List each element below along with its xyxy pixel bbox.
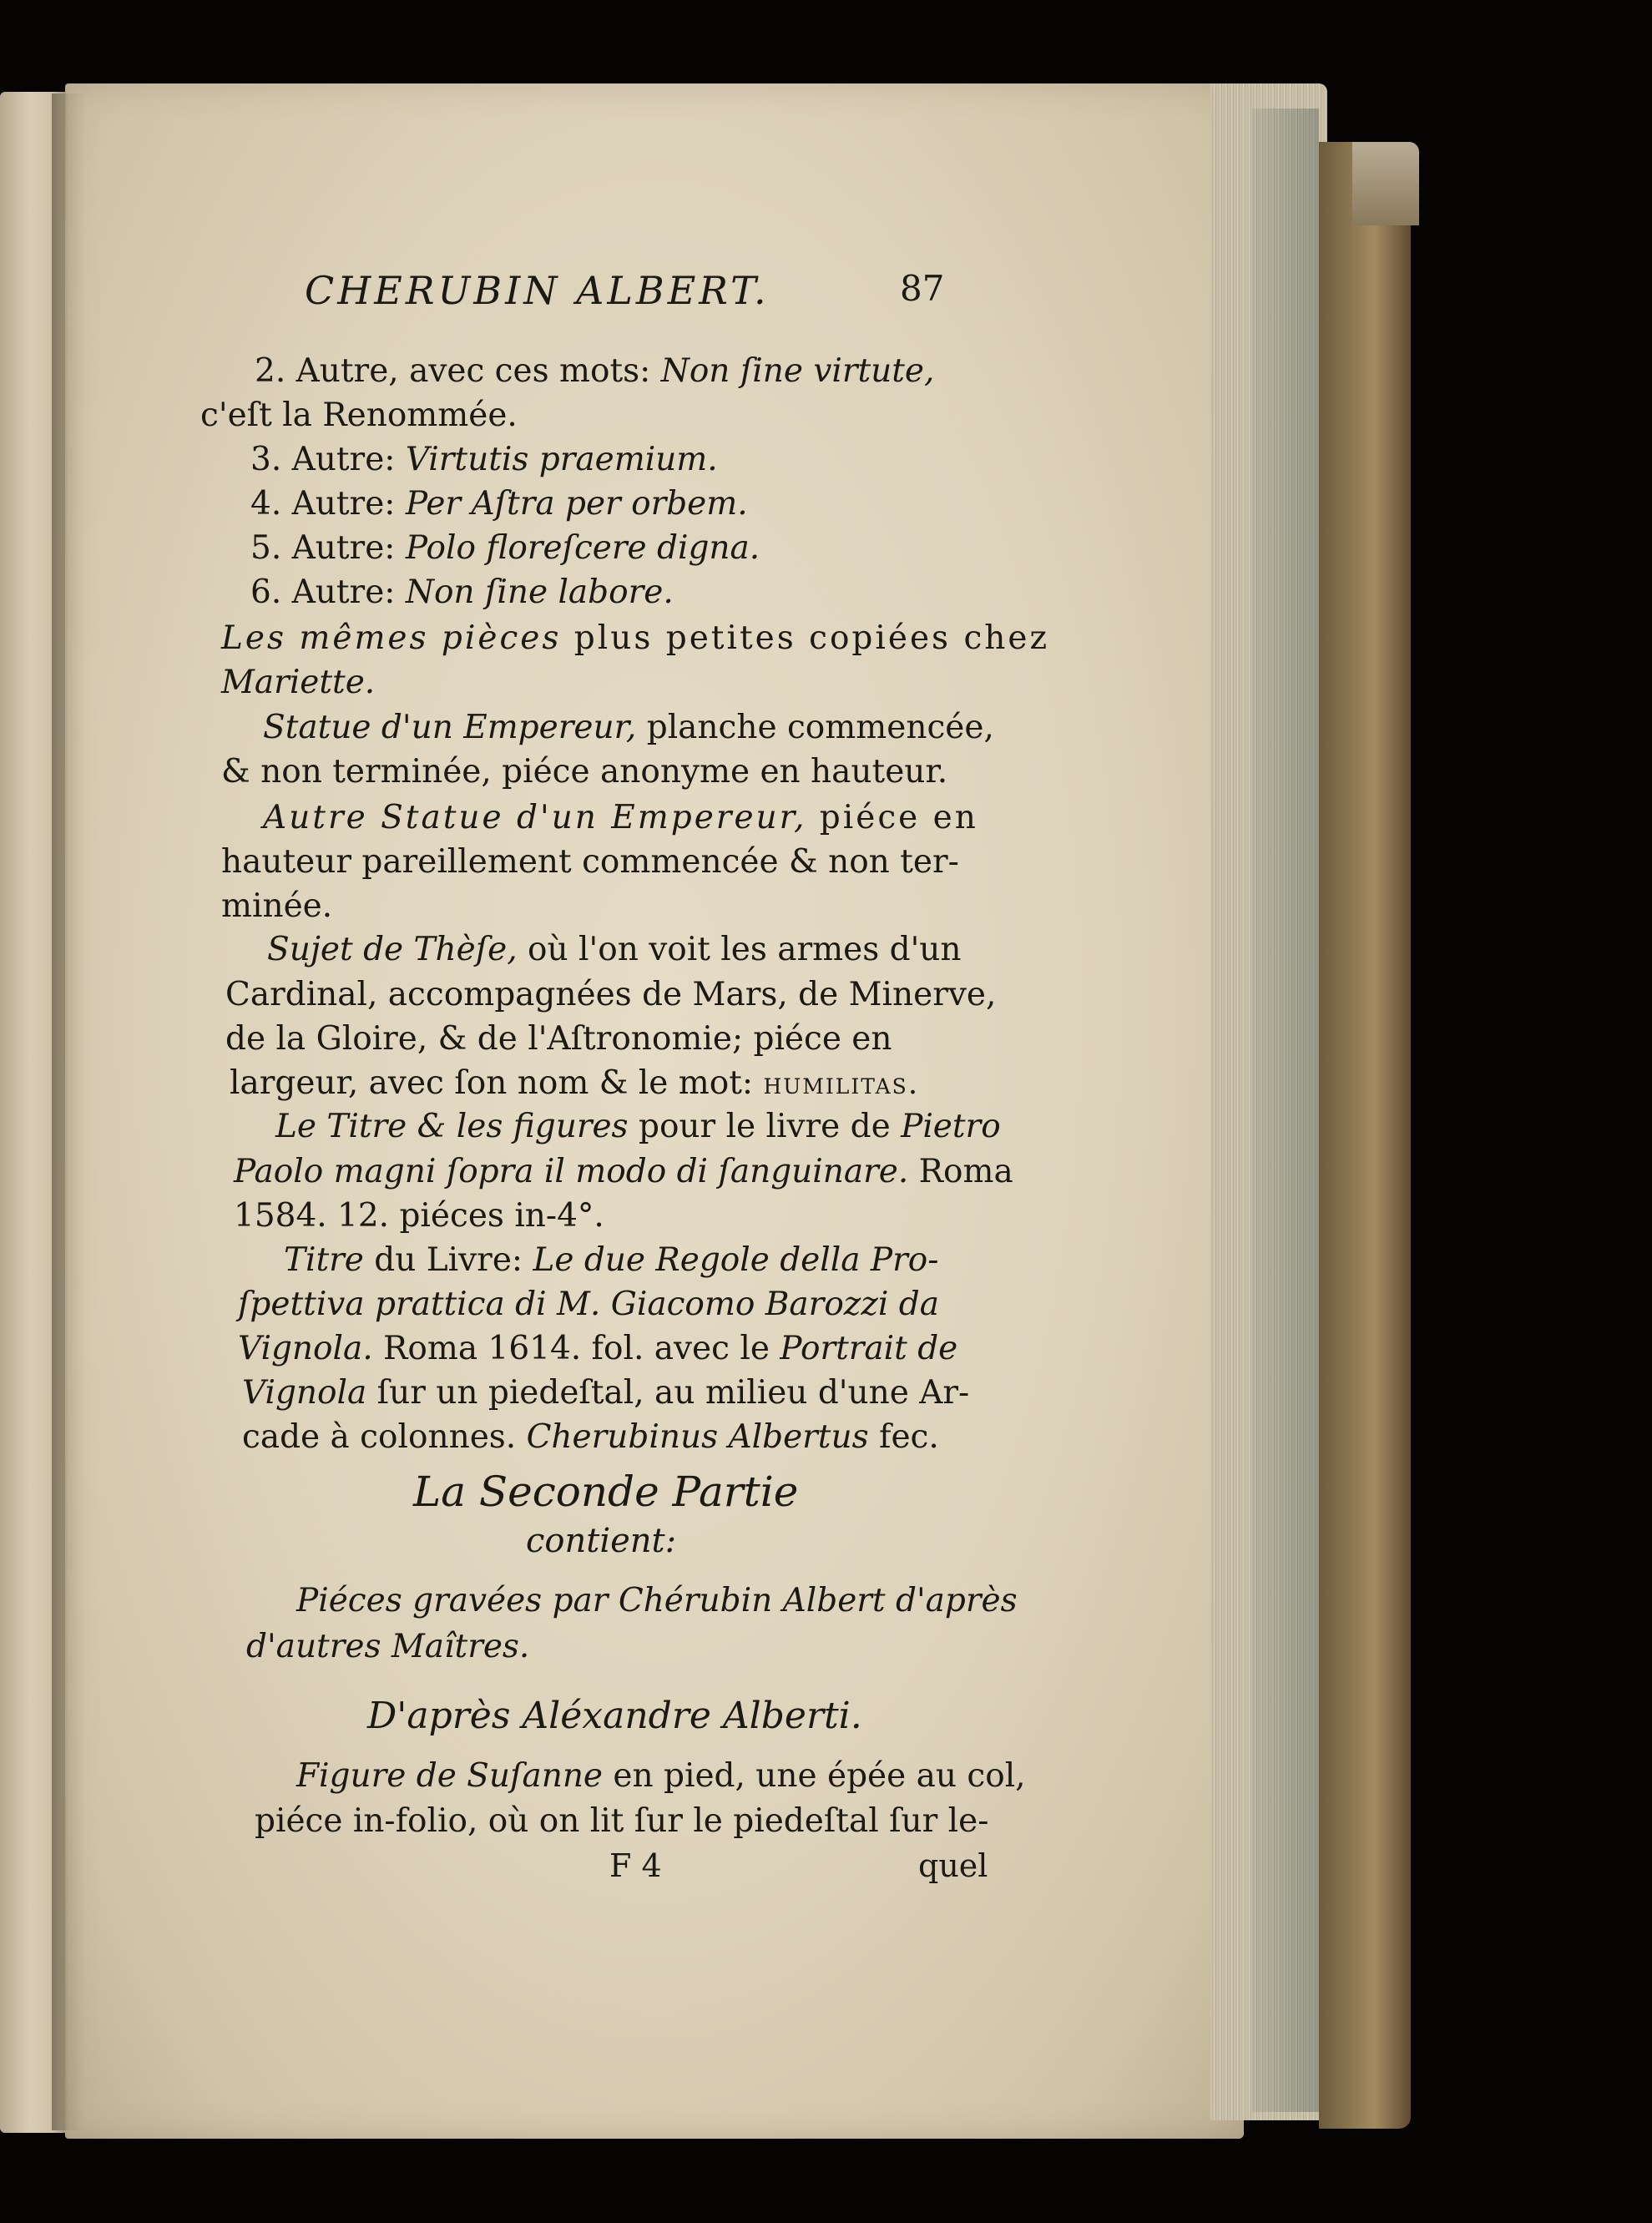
text-line: largeur, avec ſon nom & le mot: humilitas. [230,1064,920,1102]
text-line: 1584. 12. piéces in-4°. [234,1197,604,1235]
text-line: piéce in-folio, où on lit ſur le piedeſtal ſur le- [255,1802,989,1840]
page-gutter-shadow [52,93,85,2130]
text-line: Vignola. Roma 1614. fol. avec le Portrait de [238,1330,958,1367]
text-line: Autre Statue d'un Empereur, piéce en [263,799,978,836]
text-line: & non terminée, piéce anonyme en hauteur. [221,753,948,791]
subsection-heading: D'après Aléxandre Alberti. [367,1695,862,1737]
text-line: d'autres Maîtres. [246,1628,530,1665]
text-line: Les mêmes pièces plus petites copiées chez [221,619,1050,657]
catchword: quel [918,1847,988,1884]
text-line: Cardinal, accompagnées de Mars, de Minerve, [225,976,997,1013]
text-line: Mariette. [221,664,376,701]
text-line: Piéces gravées par Chérubin Albert d'après [296,1582,1018,1619]
text-line: Figure de Suſanne en pied, une épée au col, [296,1757,1026,1795]
text-line: 6. Autre: Non ſine labore. [250,573,674,611]
page-block-shadow [1252,109,1319,2112]
text-line: Paolo magni ſopra il modo di ſanguinare. Roma [234,1153,1013,1190]
book-cover-binding [1319,142,1411,2129]
page-number: 87 [900,268,945,309]
text-line: minée. [221,887,333,925]
text-line: Titre du Livre: Le due Regole della Pro- [284,1241,939,1279]
section-heading: La Seconde Partie [413,1468,799,1516]
text-line: c'eſt la Renommée. [200,397,518,434]
book-cover-corner [1352,142,1419,225]
text-line: Vignola ſur un piedeſtal, au milieu d'une Ar- [242,1374,970,1412]
text-line: Le Titre & les figures pour le livre de Pietro [275,1108,1001,1145]
text-line: Statue d'un Empereur, planche commencée, [263,709,994,746]
text-line: cade à colonnes. Cherubinus Albertus fec. [242,1418,939,1456]
text-line: Sujet de Thèſe, où l'on voit les armes d'un [267,931,962,968]
text-line: ſpettiva prattica di M. Giacomo Barozzi da [238,1286,939,1323]
text-line: hauteur pareillement commencée & non ter- [221,843,959,881]
text-line: 4. Autre: Per Aſtra per orbem. [250,485,748,523]
running-title: CHERUBIN ALBERT. [305,268,770,313]
text-line: 5. Autre: Polo floreſcere digna. [250,529,760,567]
text-line: 2. Autre, avec ces mots: Non ſine virtute, [255,352,935,390]
text-line: 3. Autre: Virtutis praemium. [250,441,718,478]
text-line: de la Gloire, & de l'Aſtronomie; piéce en [225,1020,892,1058]
section-subheading: contient: [526,1522,677,1560]
signature-mark: F 4 [609,1847,662,1884]
